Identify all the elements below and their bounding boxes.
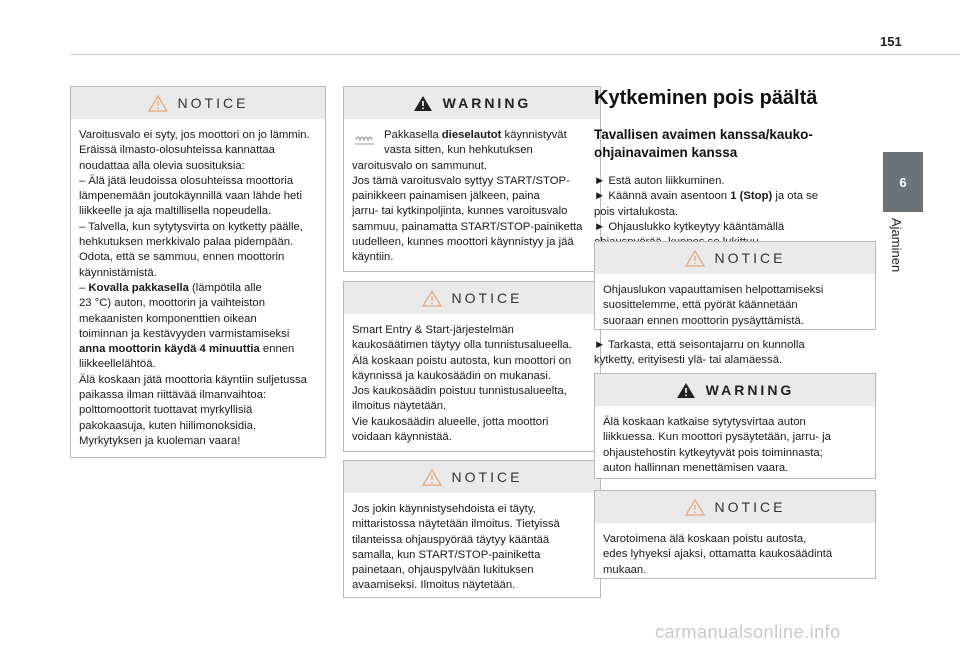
text-line: Jos jokin käynnistysehdoista ei täyty,: [352, 503, 536, 515]
text-line: Jos kaukosäädin poistuu tunnistusalueelta,: [352, 385, 567, 398]
step-4-cont: kytketty, erityisesti ylä- tai alamäessä.: [594, 354, 783, 367]
warning-triangle-icon: [676, 382, 696, 399]
text-line: Varotoimena älä koskaan poistu autosta,: [603, 533, 807, 545]
notice-triangle-icon: [148, 95, 168, 112]
text-line: suoraan ennen moottorin pysäyttämistä.: [603, 314, 804, 327]
warning-header: [595, 374, 875, 406]
text-span: ennen: [259, 343, 295, 356]
notice-box-steering-lock: [594, 241, 876, 330]
text-line: Jos tämä varoitusvalo syttyy START/STOP-: [352, 174, 570, 187]
text-line: vasta sitten, kun hehkutuksen: [384, 144, 533, 157]
warning-header: [344, 87, 600, 119]
notice-box-cold-start: [70, 86, 326, 458]
page-number: 151: [880, 34, 902, 49]
warning-label: WARNING: [442, 95, 532, 111]
notice-triangle-icon: [422, 469, 442, 486]
bold-text: Kovalla pakkasella: [88, 281, 189, 294]
watermark: carmanualsonline.info: [655, 622, 841, 642]
text-line: [384, 128, 567, 143]
text-line: [79, 281, 317, 296]
text-line: Myrkytyksen ja kuoleman vaara!: [79, 434, 241, 447]
notice-header: [595, 491, 875, 523]
dash: –: [79, 281, 89, 294]
text-line: Vie kaukosäädin alueelle, jotta moottori: [352, 415, 549, 428]
text-line: jarru- tai kytkinpoljinta, kunnes varoitusvalo: [352, 205, 568, 218]
text-line: Älä koskaan jätä moottoria käyntiin suljetussa: [79, 373, 307, 386]
text-line: ilmoitus näytetään.: [352, 400, 447, 413]
text-line: suosittelemme, että pyörät käännetään: [603, 299, 798, 312]
text-line: painikkeen painamisen jälkeen, paina: [352, 190, 540, 203]
text-line: painetaan, ohjauspylvään lukituksen: [352, 564, 534, 577]
text-line: Älä koskaan poistu autosta, kun moottori on: [352, 354, 572, 367]
text-line: pakokaasuja, kuten hiilimonoksidia.: [79, 419, 257, 432]
step-3: ► Ohjauslukko kytkeytyy kääntämällä: [594, 220, 785, 233]
notice-box-remote-control: [594, 490, 876, 579]
notice-box-smart-entry: [343, 281, 601, 452]
notice-body: [344, 493, 600, 602]
notice-label: NOTICE: [714, 499, 786, 515]
notice-body: [344, 314, 600, 453]
text-span: Pakkasella: [384, 129, 442, 141]
warning-box-diesel: [343, 86, 601, 272]
warning-triangle-icon: [413, 95, 433, 112]
text-line: avaamiseksi. Ilmoitus näytetään.: [352, 579, 516, 592]
text-line: kaukosäätimen täytyy olla tunnistusalueella.: [352, 339, 572, 352]
notice-body: [595, 523, 875, 586]
text-line: tilanteissa ohjauspyörää täytyy kääntää: [352, 533, 550, 546]
notice-label: NOTICE: [451, 290, 523, 306]
text-line: käynnistämistä.: [79, 266, 157, 279]
notice-label: NOTICE: [177, 95, 249, 111]
text-span: ► Käännä avain asentoon: [594, 190, 731, 203]
text-line: käyntiin.: [352, 251, 394, 264]
text-line: Smart Entry & Start-järjestelmän: [352, 324, 514, 336]
step-2-cont: pois virtalukosta.: [594, 205, 679, 218]
text-line: liikkeelle ja aja maltillisella nopeudella.: [79, 205, 272, 218]
text-line: toiminnan ja kestävyyden varmistamiseksi: [79, 327, 290, 340]
notice-body: [71, 119, 325, 457]
notice-label: NOTICE: [714, 250, 786, 266]
text-line: käynnissä ja kaukosäädin on mukanasi.: [352, 369, 552, 382]
notice-label: NOTICE: [451, 469, 523, 485]
notice-triangle-icon: [685, 250, 705, 267]
glow-plug-row: [352, 128, 592, 159]
section-title: Kytkeminen pois päältä: [594, 87, 818, 109]
subtitle-line: Tavallisen avaimen kanssa/kauko-: [594, 127, 813, 142]
text-line: noudattaa alla olevia suosituksia:: [79, 159, 245, 172]
text-line: paikassa ilman riittävää ilmanvaihtoa:: [79, 389, 267, 402]
text-line: varoitusvalo on sammunut.: [352, 159, 487, 172]
text-line: auton hallinnan menettämisen vaara.: [603, 461, 789, 474]
text-line: hehkutuksen merkkivalo palaa pidempään.: [79, 236, 294, 249]
text-line: 23 °C) auton, moottorin ja vaihteiston: [79, 297, 265, 310]
text-line: Ohjauslukon vapauttamisen helpottamiseksi: [603, 284, 824, 296]
bold-text: 1 (Stop): [730, 190, 773, 203]
warning-label: WARNING: [705, 382, 795, 398]
text-span: (lämpötila alle: [188, 281, 262, 294]
text-line: lämpenemään joutokäynnillä vaan lähde heti: [79, 190, 302, 203]
step-4-line: ► Tarkasta, että seisontajarru on kunnolla: [594, 339, 805, 351]
text-line: – Talvella, kun sytytysvirta on kytketty päälle,: [79, 220, 303, 233]
notice-body: [595, 274, 875, 337]
text-line: [79, 342, 317, 357]
section-subtitle: [594, 126, 876, 162]
text-line: voidaan käynnistää.: [352, 431, 452, 444]
warning-body: [344, 119, 600, 274]
notice-header: [595, 242, 875, 274]
step-1: ► Estä auton liikkuminen.: [594, 175, 725, 187]
text-line: edes lyhyeksi ajaksi, ottamatta kaukosäädintä: [603, 548, 833, 561]
text-line: uudelleen, kunnes moottori käynnistyy ja jää: [352, 236, 574, 249]
subtitle-line: ohjainavaimen kanssa: [594, 145, 738, 160]
notice-triangle-icon: [685, 499, 705, 516]
text-span: ja ota se: [772, 190, 819, 203]
text-line: polttomoottorit tuottavat myrkyllisiä: [79, 404, 253, 417]
warning-body: [595, 406, 875, 484]
notice-header: [71, 87, 325, 119]
text-line: liikkuessa. Kun moottori pysäytetään, jarru- ja: [603, 431, 831, 444]
text-line: Eräissä ilmasto-olosuhteissa kannattaa: [79, 144, 275, 157]
chapter-tab[interactable]: 6: [883, 152, 923, 212]
text-line: mukaan.: [603, 563, 647, 576]
step-4: [594, 338, 876, 369]
text-line: Odota, että se sammuu, ennen moottorin: [79, 251, 285, 264]
bold-text: dieselautot: [441, 129, 502, 141]
warning-box-ignition: [594, 373, 876, 479]
steps: [594, 174, 876, 250]
glow-plug-icon: [352, 128, 378, 148]
text-span: käynnistyvät: [501, 129, 567, 141]
notice-triangle-icon: [422, 290, 442, 307]
chapter-title: Ajaminen: [889, 218, 904, 273]
header-rule: [70, 54, 960, 55]
text-line: Älä koskaan katkaise sytytysvirtaa auton: [603, 416, 806, 428]
text-line: ohjaustehostin kytkeytyvät pois toiminnasta;: [603, 446, 823, 459]
notice-header: [344, 282, 600, 314]
text-line: mekaanisten komponenttien oikean: [79, 312, 257, 325]
notice-box-start-conditions: [343, 460, 601, 598]
text-line: – Älä jätä leudoissa olosuhteissa moottoria: [79, 174, 294, 187]
bold-text: anna moottorin käydä 4 minuuttia: [79, 343, 260, 356]
text-line: mittaristossa näytetään ilmoitus. Tietyissä: [352, 518, 560, 531]
text-line: liikkeellelähtöä.: [79, 358, 156, 371]
text-line: sammuu, painamatta START/STOP-painiketta: [352, 220, 583, 233]
text-line: samalla, kun START/STOP-painiketta: [352, 548, 541, 561]
section-switching-off: [594, 86, 876, 250]
text-line: Varoitusvalo ei syty, jos moottori on jo lämmin.: [79, 129, 310, 141]
step-2: [594, 189, 876, 204]
notice-header: [344, 461, 600, 493]
